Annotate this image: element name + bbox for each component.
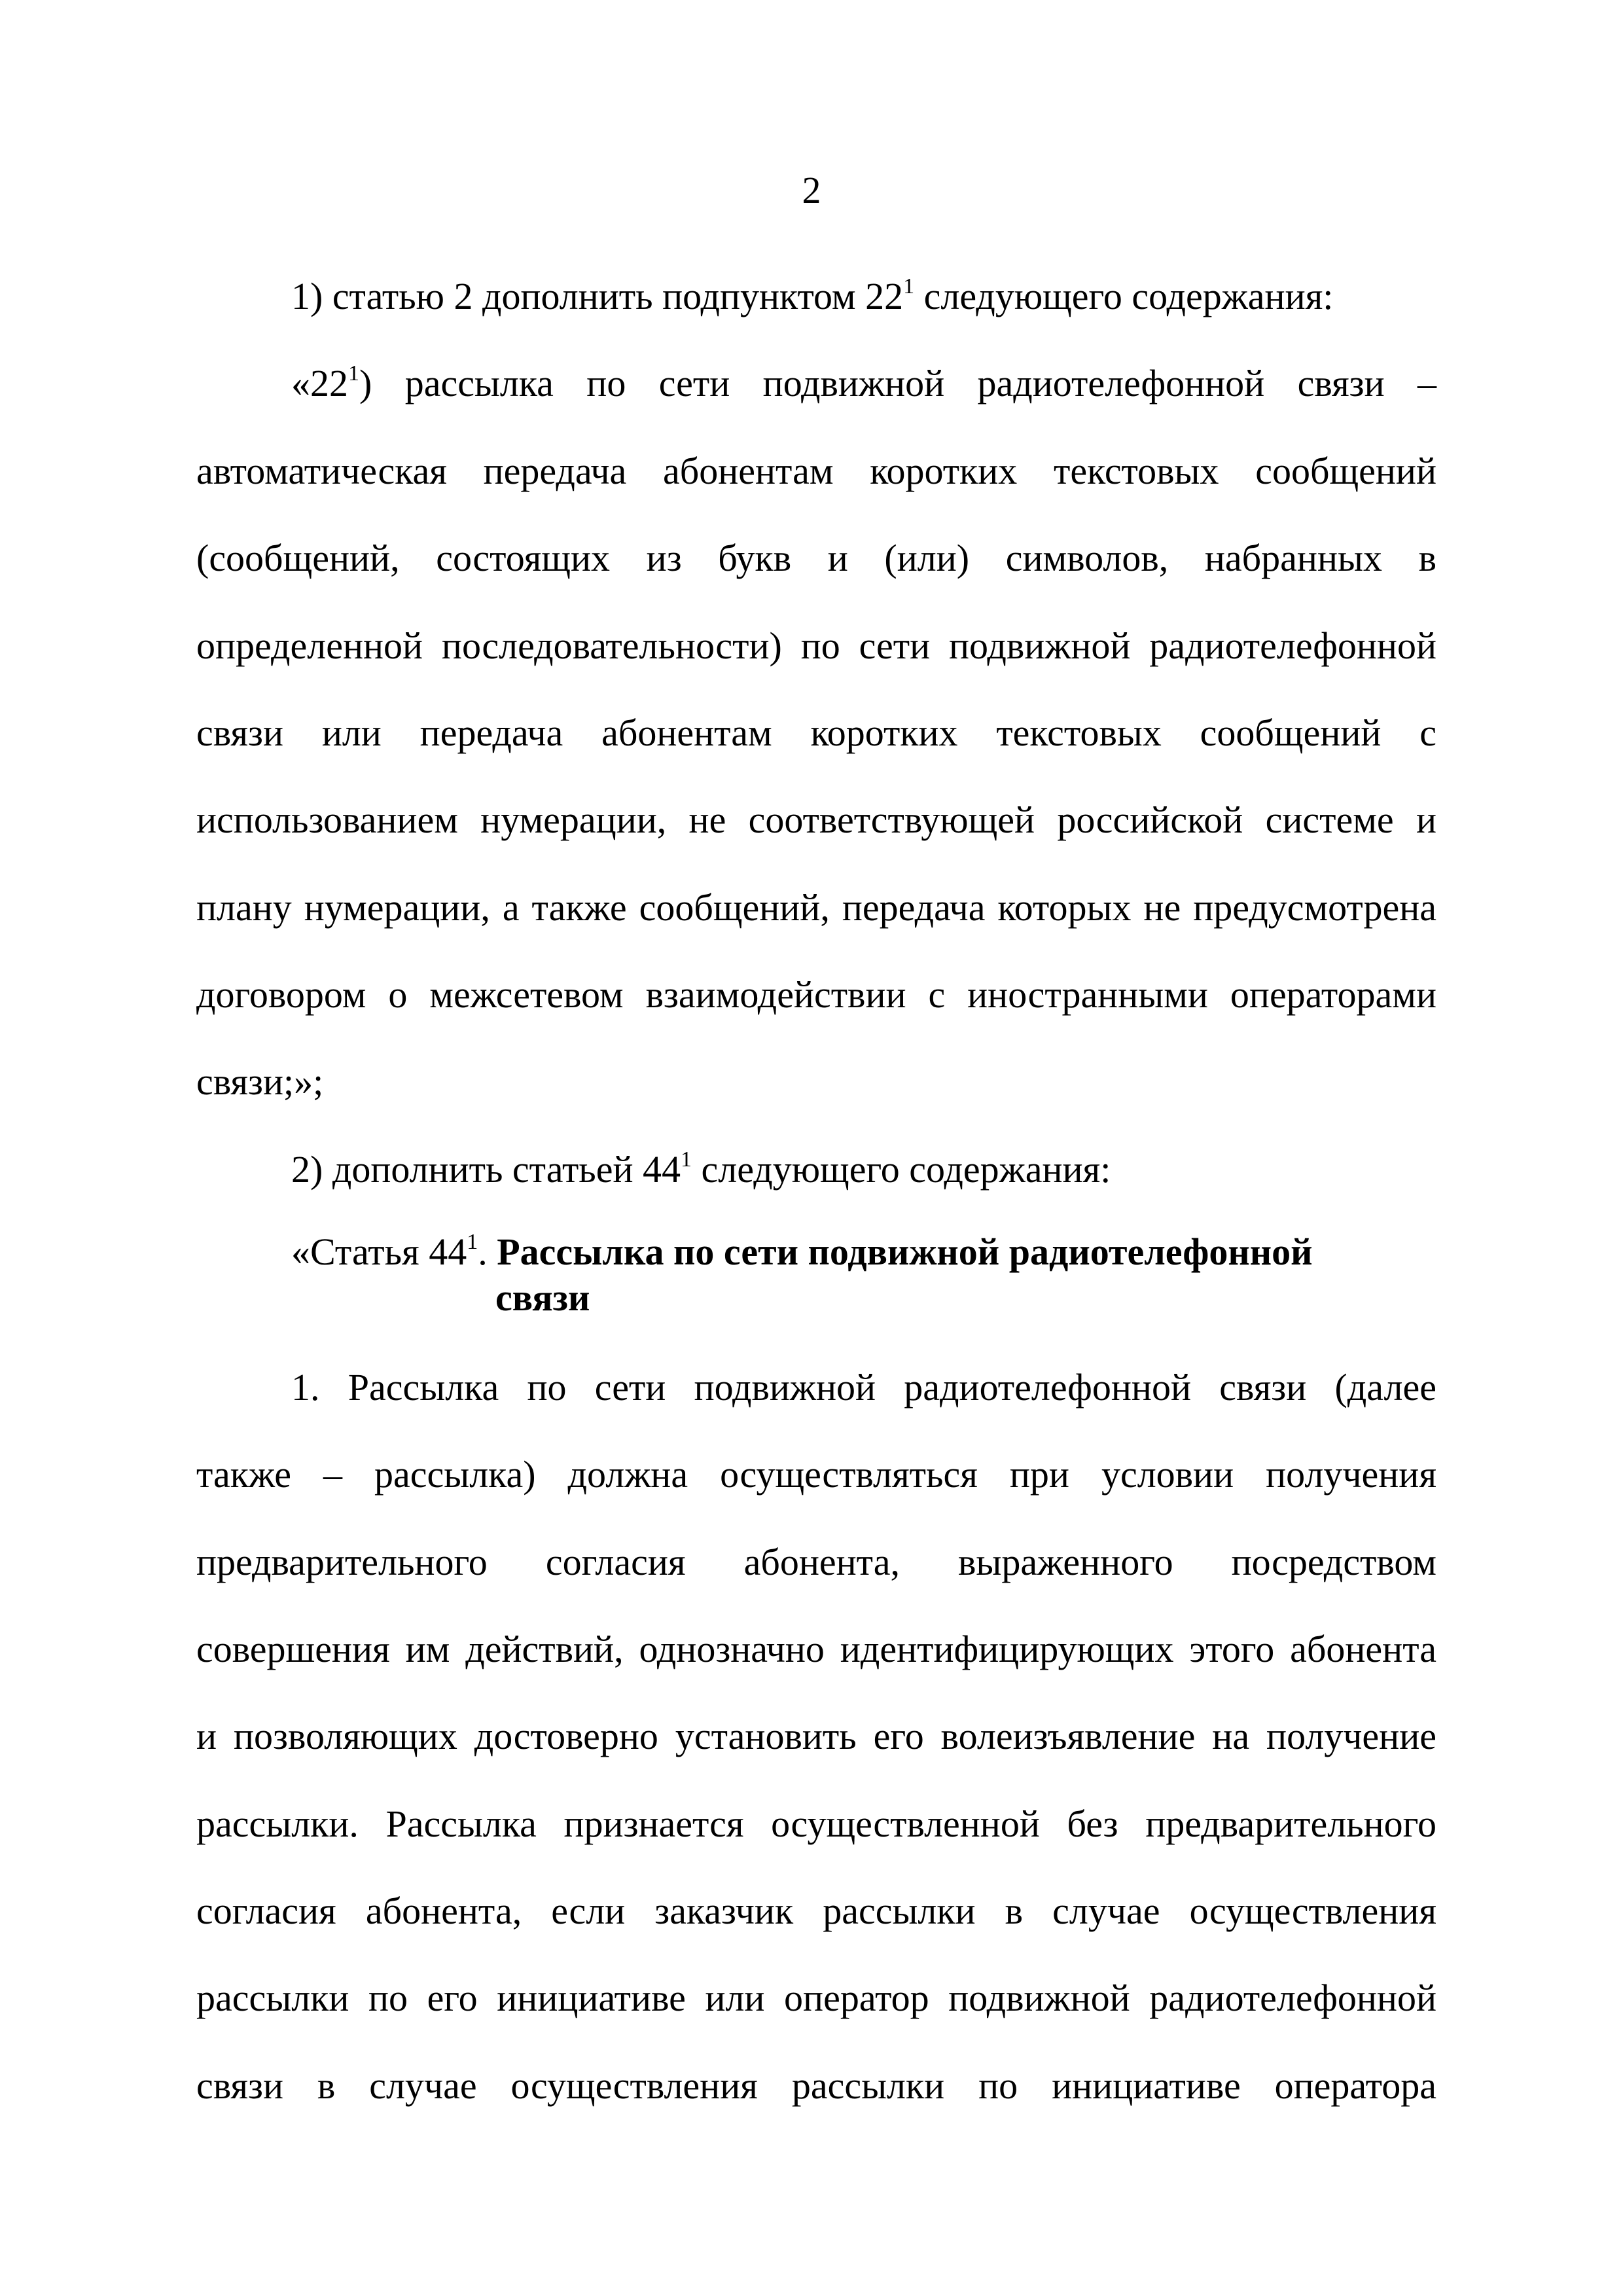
list-item-1: 1) статью 2 дополнить подпунктом $22^1$ следующего содержания:: [291, 274, 1334, 317]
article-line-1: 1. Рассылка по сети подвижной радиотелефонной связи (далее: [291, 1366, 1436, 1408]
article-line-5: и позволяющих достоверно установить его волеизъявление на получение: [196, 1715, 1436, 1757]
article-title: Рассылка по сети подвижной радиотелефонной: [497, 1230, 1313, 1273]
definition-line-9: связи;»;: [196, 1060, 324, 1103]
article-line-3: предварительного согласия абонента, выраженного посредством: [196, 1541, 1436, 1583]
definition-line-8: договором о межсетевом взаимодействии с иностранными операторами: [196, 973, 1436, 1016]
article-heading: «Статья $44^1$. Рассылка по сети подвижной радиотелефонной: [291, 1229, 1313, 1273]
definition-line-4: определенной последовательности) по сети подвижной радиотелефонной: [196, 624, 1436, 667]
article-line-7: согласия абонента, если заказчик рассылки в случае осуществления: [196, 1890, 1436, 1932]
definition-line-3: (сообщений, состоящих из букв и (или) символов, набранных в: [196, 537, 1436, 579]
definition-line-5: связи или передача абонентам коротких текстовых сообщений с: [196, 711, 1436, 754]
article-line-2: также – рассылка) должна осуществляться при условии получения: [196, 1453, 1436, 1496]
list-item-2: 2) дополнить статьей $44^1$ следующего содержания:: [291, 1147, 1111, 1191]
definition-line-6: использованием нумерации, не соответствующей российской системе и: [196, 798, 1436, 841]
definition-line-1: «$22^1$) рассылка по сети подвижной радиотелефонной связи –: [291, 361, 1436, 404]
page-number: 2: [802, 169, 821, 211]
article-line-4: совершения им действий, однозначно идентифицирующих этого абонента: [196, 1628, 1436, 1670]
definition-line-7: плану нумерации, а также сообщений, передача которых не предусмотрена: [196, 886, 1436, 929]
definition-line-2: автоматическая передача абонентам коротких текстовых сообщений: [196, 450, 1436, 492]
article-line-8: рассылки по его инициативе или оператор подвижной радиотелефонной: [196, 1977, 1436, 2019]
article-line-9: связи в случае осуществления рассылки по инициативе оператора: [196, 2064, 1436, 2107]
article-line-6: рассылки. Рассылка признается осуществленной без предварительного: [196, 1803, 1436, 1845]
article-title-line-2: связи: [495, 1276, 590, 1319]
